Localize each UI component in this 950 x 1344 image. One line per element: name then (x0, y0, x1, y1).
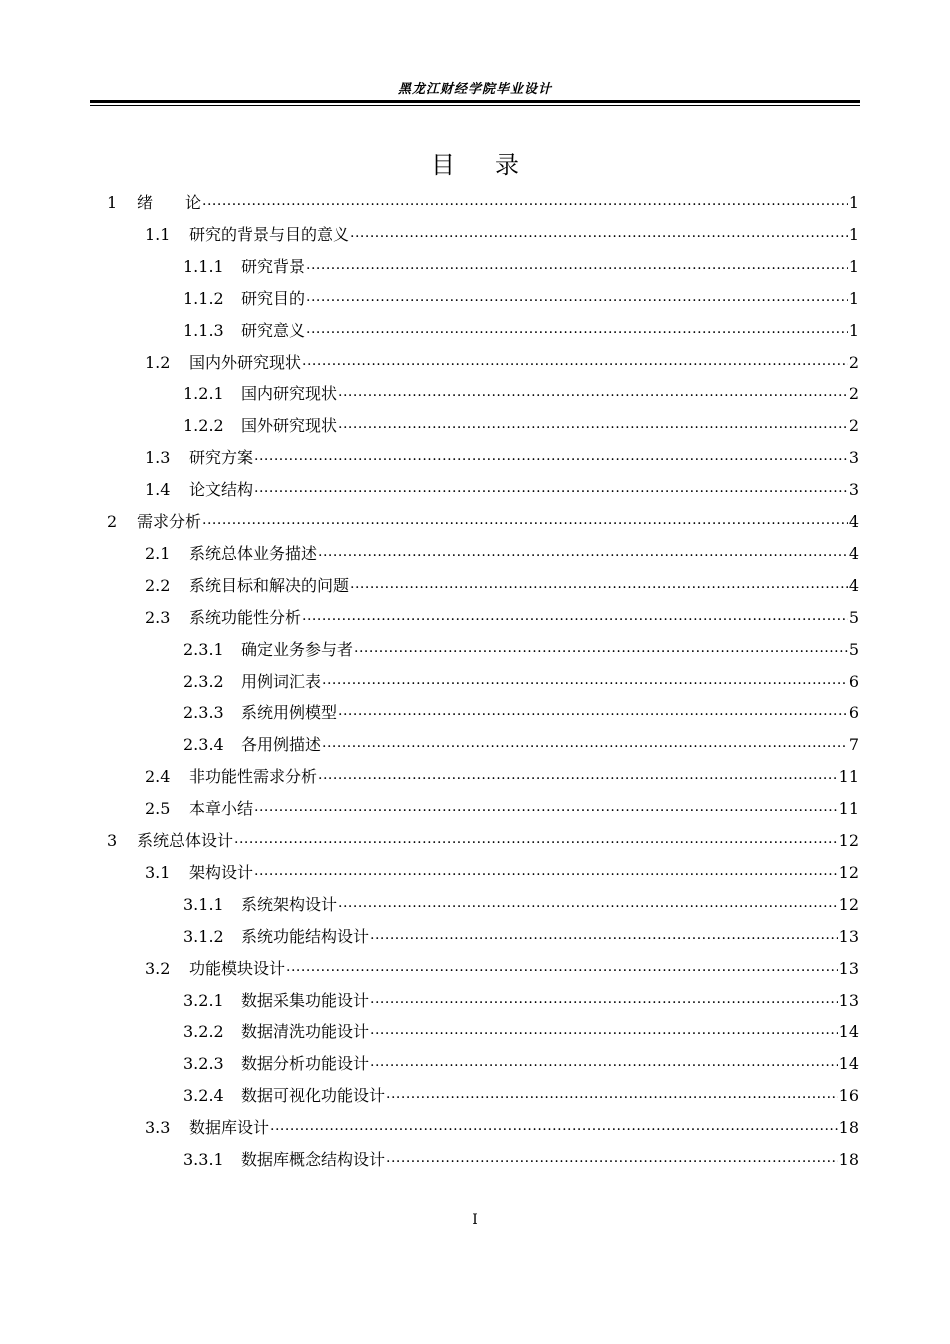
toc-entry[interactable] (145, 796, 859, 820)
toc-entry-page: 3 (848, 480, 859, 500)
page-header: 黑龙江财经学院毕业设计 (397, 82, 552, 97)
toc-entry-number: 2.3.4 (183, 735, 224, 755)
toc-entry-page: 1 (848, 256, 859, 276)
toc-entry-number: 2.5 (145, 799, 171, 819)
toc-title: 目录 (431, 151, 559, 179)
toc-leader-dots (254, 479, 848, 495)
toc-entry[interactable] (145, 350, 859, 374)
toc-entry-page: 1 (848, 193, 859, 212)
toc-entry[interactable] (183, 700, 859, 724)
toc-entry[interactable] (145, 1115, 859, 1139)
toc-entry-page: 18 (838, 1118, 859, 1138)
toc-leader-dots (322, 734, 848, 750)
toc-leader-dots (370, 1053, 838, 1069)
toc-entry-label: 研究背景 (241, 256, 306, 276)
toc-leader-dots (302, 607, 848, 623)
toc-entry-page: 2 (848, 416, 859, 436)
toc-entry[interactable] (145, 477, 859, 501)
toc-entry[interactable] (145, 541, 859, 565)
toc-entry-number: 3.2 (145, 958, 171, 978)
toc-leader-dots (386, 1085, 838, 1101)
toc-entry-number: 1.2 (145, 352, 171, 372)
toc-entry-label: 功能模块设计 (189, 958, 286, 978)
toc-entry-number: 1.1.3 (183, 320, 224, 340)
page-number: I (472, 1212, 478, 1228)
toc-entry-page: 7 (848, 735, 859, 755)
toc-entry-number: 1.2.2 (183, 416, 224, 436)
toc-entry-page: 3 (848, 448, 859, 468)
toc-entry[interactable] (145, 573, 859, 597)
toc-entry-label: 研究意义 (241, 320, 306, 340)
toc-entry-number: 2.3 (145, 607, 171, 627)
toc-entry-label: 数据库概念结构设计 (241, 1150, 386, 1169)
toc-entry-page: 2 (848, 384, 859, 404)
toc-leader-dots (350, 224, 848, 240)
toc-entry[interactable] (183, 732, 859, 756)
toc-entry-label: 本章小结 (189, 799, 254, 819)
toc-entry-page: 4 (848, 543, 859, 563)
toc-leader-dots (202, 192, 848, 208)
toc-leader-dots (306, 320, 848, 336)
toc-entry-label: 系统目标和解决的问题 (189, 575, 350, 595)
toc-leader-dots (338, 894, 838, 910)
toc-entry-page: 14 (838, 1022, 859, 1042)
toc-entry-label: 数据采集功能设计 (241, 990, 370, 1010)
toc-entry-number: 1.4 (145, 480, 171, 500)
toc-entry-label: 论文结构 (189, 480, 254, 500)
toc-entry-number: 1.3 (145, 448, 171, 468)
toc-leader-dots (370, 1021, 838, 1037)
toc-leader-dots (254, 862, 838, 878)
toc-leader-dots (318, 543, 848, 559)
toc-entry-label: 系统总体业务描述 (189, 543, 318, 563)
toc-entry-number: 2.2 (145, 575, 171, 595)
toc-entry[interactable] (183, 318, 859, 342)
toc-entry-label: 绪 论 (137, 193, 202, 212)
toc-leader-dots (338, 702, 848, 718)
toc-entry-number: 2.3.1 (183, 639, 224, 659)
toc-entry-label: 用例词汇表 (241, 671, 322, 691)
header-rule-thick (90, 100, 860, 103)
toc-entry[interactable] (183, 1051, 859, 1075)
toc-entry-number: 3.1.2 (183, 926, 224, 946)
toc-entry-page: 16 (838, 1086, 859, 1106)
toc-entry-label: 系统功能结构设计 (241, 926, 370, 946)
toc-leader-dots (350, 575, 848, 591)
toc-entry-label: 国内外研究现状 (189, 352, 302, 372)
toc-entry-number: 1.1 (145, 224, 171, 244)
toc-entry-page: 5 (848, 607, 859, 627)
toc-entry[interactable] (107, 190, 859, 214)
toc-entry-page: 12 (838, 831, 859, 850)
toc-entry-label: 各用例描述 (241, 735, 322, 755)
toc-entry-number: 2.3.2 (183, 671, 224, 691)
toc-entry[interactable] (107, 828, 859, 852)
toc-entry[interactable] (183, 413, 859, 437)
toc-entry-label: 研究目的 (241, 288, 306, 308)
toc-entry-label: 架构设计 (189, 862, 254, 882)
toc-entry-number: 3.1.1 (183, 894, 224, 914)
toc-entry-page: 12 (838, 894, 859, 914)
toc-entry-label: 国外研究现状 (241, 416, 338, 436)
toc-entry-label: 系统架构设计 (241, 894, 338, 914)
toc-entry[interactable] (183, 892, 859, 916)
toc-entry[interactable] (183, 669, 859, 693)
toc-entry-page: 13 (838, 990, 859, 1010)
toc-entry[interactable] (145, 605, 859, 629)
toc-leader-dots (338, 383, 848, 399)
toc-entry-page: 11 (838, 767, 859, 787)
toc-entry[interactable] (183, 1147, 859, 1171)
toc-leader-dots (318, 766, 838, 782)
toc-entry[interactable] (183, 988, 859, 1012)
toc-leader-dots (322, 671, 848, 687)
toc-leader-dots (254, 447, 848, 463)
toc-entry-number: 3.2.3 (183, 1054, 224, 1074)
toc-entry-page: 4 (848, 575, 859, 595)
toc-entry-number: 1.1.1 (183, 256, 224, 276)
toc-entry-page: 13 (838, 926, 859, 946)
toc-entry-number: 2.4 (145, 767, 171, 787)
toc-entry-number: 2 (107, 512, 118, 531)
toc-entry-label: 系统用例模型 (241, 703, 338, 723)
toc-entry-label: 研究的背景与目的意义 (189, 224, 350, 244)
toc-entry[interactable] (183, 924, 859, 948)
toc-leader-dots (270, 1117, 838, 1133)
toc-entry[interactable] (145, 445, 859, 469)
toc-entry-page: 6 (848, 671, 859, 691)
toc-entry-label: 系统总体设计 (137, 831, 234, 850)
toc-entry-number: 3.1 (145, 862, 171, 882)
toc-entry-page: 4 (848, 512, 859, 531)
toc-entry-label: 确定业务参与者 (241, 639, 354, 659)
toc-leader-dots (370, 926, 838, 942)
toc-entry-number: 2.3.3 (183, 703, 224, 723)
header-rule-thin (90, 105, 860, 106)
toc-entry-label: 数据库设计 (189, 1118, 270, 1138)
toc-entry-label: 数据分析功能设计 (241, 1054, 370, 1074)
toc-entry-number: 1 (107, 193, 118, 212)
toc-entry[interactable] (145, 956, 859, 980)
toc-entry-number: 3.3 (145, 1118, 171, 1138)
toc-entry-label: 非功能性需求分析 (189, 767, 318, 787)
toc-entry-page: 1 (848, 224, 859, 244)
toc-entry-number: 3 (107, 831, 118, 850)
toc-leader-dots (306, 288, 848, 304)
toc-entry-number: 3.2.1 (183, 990, 224, 1010)
toc-entry-label: 研究方案 (189, 448, 254, 468)
toc-entry-label: 国内研究现状 (241, 384, 338, 404)
toc-entry-page: 13 (838, 958, 859, 978)
toc-entry-number: 2.1 (145, 543, 171, 563)
toc-entry-page: 6 (848, 703, 859, 723)
toc-entry[interactable] (107, 509, 859, 533)
toc-leader-dots (338, 415, 848, 431)
toc-entry-page: 14 (838, 1054, 859, 1074)
toc-entry-label: 数据可视化功能设计 (241, 1086, 386, 1106)
toc-entry-page: 1 (848, 288, 859, 308)
toc-leader-dots (386, 1149, 838, 1165)
toc-leader-dots (370, 990, 838, 1006)
toc-leader-dots (234, 830, 838, 846)
toc-entry-number: 1.1.2 (183, 288, 224, 308)
toc-entry-page: 1 (848, 320, 859, 340)
toc-entry[interactable] (183, 254, 859, 278)
toc-entry[interactable] (145, 222, 859, 246)
toc-entry-page: 5 (848, 639, 859, 659)
toc-leader-dots (202, 511, 848, 527)
toc-leader-dots (306, 256, 848, 272)
toc-entry-page: 2 (848, 352, 859, 372)
toc-leader-dots (354, 639, 848, 655)
toc-entry-number: 3.2.2 (183, 1022, 224, 1042)
toc-entry-label: 数据清洗功能设计 (241, 1022, 370, 1042)
toc-entry-label: 需求分析 (137, 512, 202, 531)
toc-entry[interactable] (183, 637, 859, 661)
toc-entry[interactable] (183, 381, 859, 405)
toc-entry-page: 11 (838, 799, 859, 819)
toc-entry-number: 3.3.1 (183, 1150, 224, 1169)
toc-leader-dots (254, 798, 838, 814)
toc-entry[interactable] (145, 764, 859, 788)
toc-entry[interactable] (183, 286, 859, 310)
toc-entry-number: 1.2.1 (183, 384, 224, 404)
toc-entry[interactable] (183, 1083, 859, 1107)
toc-entry-number: 3.2.4 (183, 1086, 224, 1106)
toc-entry-label: 系统功能性分析 (189, 607, 302, 627)
toc-entry[interactable] (145, 860, 859, 884)
toc-leader-dots (286, 958, 838, 974)
toc-entry-page: 18 (838, 1150, 859, 1169)
toc-leader-dots (302, 352, 848, 368)
toc-entry[interactable] (183, 1019, 859, 1043)
toc-entry-page: 12 (838, 862, 859, 882)
